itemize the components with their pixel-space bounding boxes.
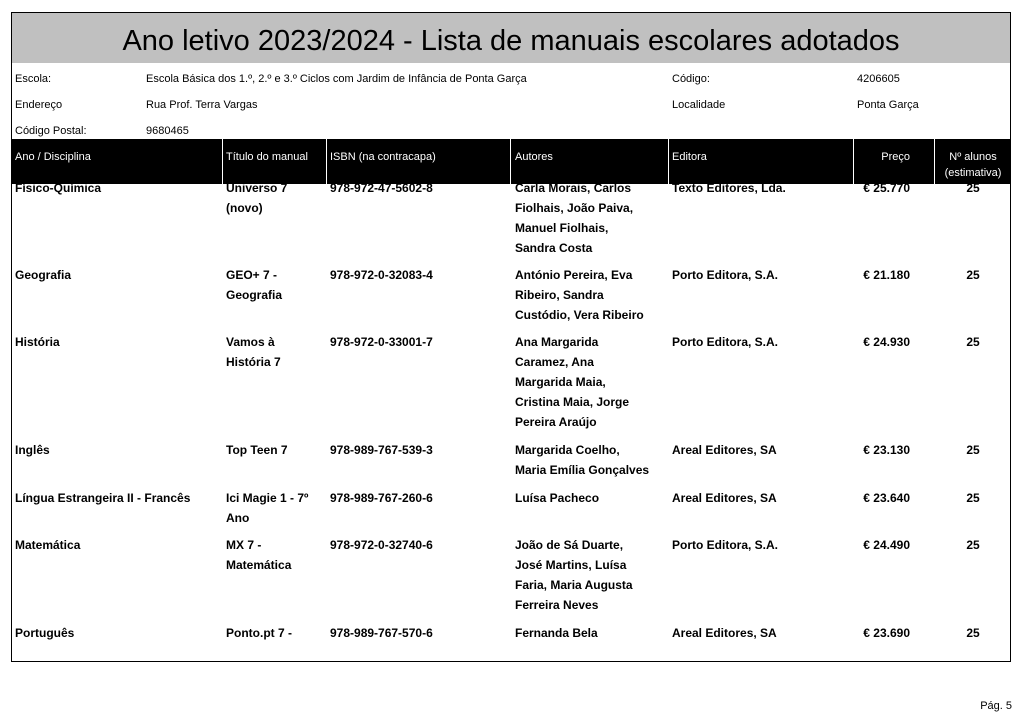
cell-editora: Porto Editora, S.A. (672, 538, 779, 552)
cell-isbn: 978-972-0-32740-6 (330, 538, 433, 552)
col-disciplina: Ano / Disciplina (15, 151, 91, 163)
cell-autores-line: Custódio, Vera Ribeiro (515, 308, 644, 322)
cell-autores-line: Ferreira Neves (515, 598, 599, 612)
cell-titulo (226, 488, 324, 528)
cell-alunos: 25 (966, 626, 980, 640)
escola-label: Escola: (15, 73, 52, 85)
cell-preco: € 23.640 (863, 491, 910, 505)
col-titulo: Título do manual (226, 151, 308, 163)
cell-isbn: 978-972-0-33001-7 (330, 335, 433, 349)
cell-autores (515, 440, 667, 480)
cell-disciplina: Língua Estrangeira II - Francês (15, 491, 191, 505)
cell-autores (515, 623, 667, 643)
endereco-label: Endereço (15, 99, 63, 111)
cell-editora: Porto Editora, S.A. (672, 268, 779, 282)
cell-editora: Areal Editores, SA (672, 443, 777, 457)
cell-titulo-line: Universo 7 (226, 181, 288, 195)
cell-editora: Areal Editores, SA (672, 626, 777, 640)
cell-titulo-line: História 7 (226, 355, 281, 369)
cell-preco: € 24.490 (863, 538, 910, 552)
cell-editora: Texto Editores, Lda. (672, 181, 786, 195)
cell-autores-line: Margarida Coelho, (515, 443, 620, 457)
cell-preco: € 23.130 (863, 443, 910, 457)
school-info (12, 63, 1010, 139)
cell-titulo-line: Vamos à (226, 335, 275, 349)
cell-titulo (226, 535, 324, 575)
cell-autores (515, 332, 667, 432)
col-alunos (936, 149, 1010, 181)
cell-alunos: 25 (966, 443, 980, 457)
postal-label: Código Postal: (15, 125, 87, 137)
cell-titulo-line: Matemática (226, 558, 292, 572)
document-frame (11, 12, 1011, 662)
cell-autores-line: Maria Emília Gonçalves (515, 463, 650, 477)
cell-disciplina: História (15, 335, 60, 349)
cell-autores-line: Cristina Maia, Jorge (515, 395, 630, 409)
cell-titulo-line: MX 7 - (226, 538, 262, 552)
cell-autores-line: Luísa Pacheco (515, 491, 600, 505)
col-editora: Editora (672, 151, 707, 163)
cell-titulo-line: Ponto.pt 7 - (226, 626, 292, 640)
cell-autores-line: Faria, Maria Augusta (515, 578, 633, 592)
cell-editora: Porto Editora, S.A. (672, 335, 779, 349)
cell-titulo-line: Ici Magie 1 - 7º (226, 491, 309, 505)
cell-preco: € 21.180 (863, 268, 910, 282)
cell-autores-line: José Martins, Luísa (515, 558, 627, 572)
cell-autores-line: Manuel Fiolhais, (515, 221, 609, 235)
col-isbn: ISBN (na contracapa) (330, 151, 436, 163)
cell-isbn: 978-989-767-570-6 (330, 626, 433, 640)
cell-disciplina: Físico-Química (15, 181, 102, 195)
cell-editora: Areal Editores, SA (672, 491, 777, 505)
cell-alunos: 25 (966, 335, 980, 349)
col-autores: Autores (515, 151, 553, 163)
cell-autores-line: Caramez, Ana (515, 355, 594, 369)
cell-titulo-line: Top Teen 7 (226, 443, 288, 457)
endereco-value: Rua Prof. Terra Vargas (146, 99, 258, 111)
cell-disciplina: Geografia (15, 268, 72, 282)
cell-autores-line: Margarida Maia, (515, 375, 606, 389)
cell-alunos: 25 (966, 538, 980, 552)
cell-titulo-line: GEO+ 7 - (226, 268, 278, 282)
postal-value: 9680465 (146, 125, 189, 137)
cell-titulo-line: (novo) (226, 201, 263, 215)
col-alunos-line2: (estimativa) (944, 167, 1002, 179)
cell-alunos: 25 (966, 268, 980, 282)
localidade-value: Ponta Garça (857, 99, 919, 111)
cell-autores-line: Fiolhais, João Paiva, (515, 201, 634, 215)
cell-disciplina: Matemática (15, 538, 81, 552)
cell-autores (515, 535, 667, 615)
cell-preco: € 25.770 (863, 181, 910, 195)
cell-autores-line: Pereira Araújo (515, 415, 597, 429)
cell-autores-line: João de Sá Duarte, (515, 538, 624, 552)
cell-disciplina: Português (15, 626, 75, 640)
cell-titulo-line: Geografia (226, 288, 283, 302)
cell-alunos: 25 (966, 181, 980, 195)
cell-preco: € 24.930 (863, 335, 910, 349)
cell-autores (515, 488, 667, 508)
cell-autores-line: Ana Margarida (515, 335, 599, 349)
localidade-label: Localidade (672, 99, 726, 111)
cell-preco: € 23.690 (863, 626, 910, 640)
cell-isbn: 978-972-47-5602-8 (330, 181, 433, 195)
cell-isbn: 978-989-767-260-6 (330, 491, 433, 505)
cell-titulo (226, 332, 324, 372)
cell-titulo (226, 623, 324, 643)
escola-value: Escola Básica dos 1.º, 2.º e 3.º Ciclos com Jardim de Infância de Ponta Garça (146, 73, 527, 85)
col-preco: Preço (881, 151, 910, 163)
codigo-value: 4206605 (857, 73, 900, 85)
cell-isbn: 978-972-0-32083-4 (330, 268, 433, 282)
cell-isbn: 978-989-767-539-3 (330, 443, 433, 457)
cell-disciplina: Inglês (15, 443, 50, 457)
page-title: Ano letivo 2023/2024 - Lista de manuais escolares adotados (12, 13, 1010, 63)
cell-titulo (226, 265, 324, 305)
cell-titulo-line: Ano (226, 511, 250, 525)
cell-autores (515, 178, 667, 258)
col-alunos-line1: Nº alunos (949, 151, 997, 163)
cell-autores-line: Carla Morais, Carlos (515, 181, 632, 195)
codigo-label: Código: (672, 73, 710, 85)
cell-autores (515, 265, 667, 325)
cell-autores-line: Fernanda Bela (515, 626, 598, 640)
page-number: Pág. 5 (980, 700, 1012, 712)
cell-titulo (226, 440, 324, 460)
cell-alunos: 25 (966, 491, 980, 505)
cell-autores-line: Ribeiro, Sandra (515, 288, 604, 302)
cell-autores-line: António Pereira, Eva (515, 268, 633, 282)
cell-titulo (226, 178, 324, 218)
cell-autores-line: Sandra Costa (515, 241, 593, 255)
